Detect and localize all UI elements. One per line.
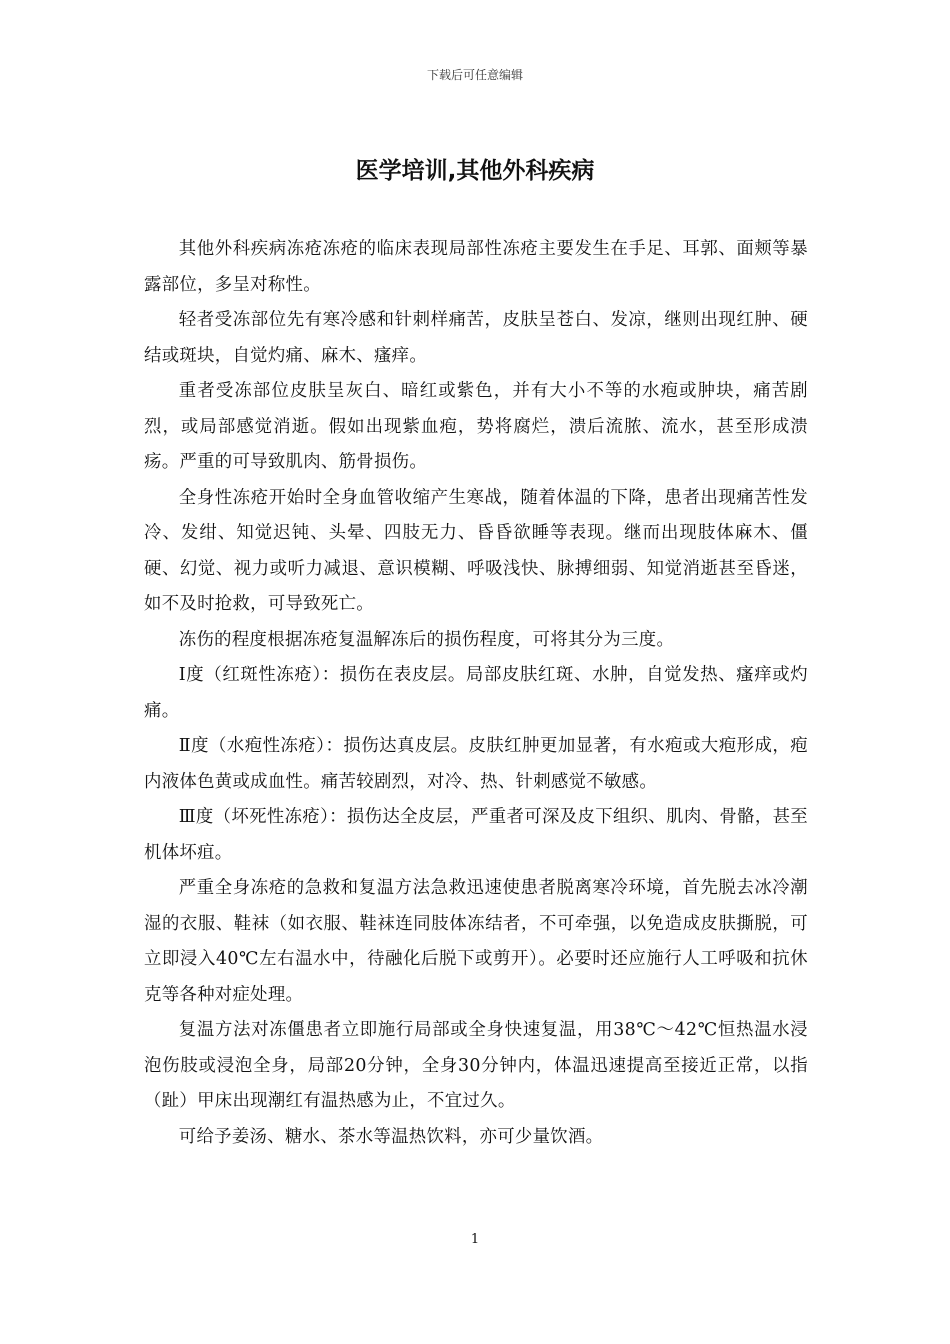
paragraph-degree-overview: 冻伤的程度根据冻疮复温解冻后的损伤程度，可将其分为三度。 <box>178 629 675 650</box>
paragraph-localized-frostbite: 其他外科疾病冻疮冻疮的临床表现局部性冻疮主要发生在手足、耳郭、面颊等暴露部位，多呈对称性。 <box>144 239 808 295</box>
paragraph-systemic-frostbite: 全身性冻疮开始时全身血管收缩产生寒战，随着体温的下降，患者出现痛苦性发冷、发绀、知觉迟钝、头晕、四肢无力、昏昏欲睡等表现。继而出现肢体麻木、僵硬、幻觉、视力或听力减退、意识模糊、呼吸浅快、脉搏细弱、知觉消逝甚至昏迷，如不及时抢救，可导致死亡。 <box>144 487 808 614</box>
paragraph-first-aid: 严重全身冻疮的急救和复温方法急救迅速使患者脱离寒冷环境，首先脱去冰冷潮湿的衣服、鞋袜（如衣服、鞋袜连同肢体冻结者，不可牵强，以免造成皮肤撕脱，可立即浸入40℃左右温水中，待融化后脱下或剪开）。必要时还应施行人工呼吸和抗休克等各种对症处理。 <box>144 878 808 1005</box>
paragraph-mild-symptoms: 轻者受冻部位先有寒冷感和针刺样痛苦，皮肤呈苍白、发凉，继则出现红肿、硬结或斑块，自觉灼痛、麻木、瘙痒。 <box>144 310 808 366</box>
paragraph-rewarming: 复温方法对冻僵患者立即施行局部或全身快速复温，用38℃～42℃恒热温水浸泡伤肢或浸泡全身，局部20分钟，全身30分钟内，体温迅速提高至接近正常，以指（趾）甲床出现潮红有温热感为止，不宜过久。 <box>144 1020 808 1111</box>
paragraph-degree-two: Ⅱ度（水疱性冻疮）：损伤达真皮层。皮肤红肿更加显著，有水疱或大疱形成，疱内液体色黄或成血性。痛苦较剧烈，对冷、热、针刺感觉不敏感。 <box>144 736 808 792</box>
paragraph-warm-drinks: 可给予姜汤、糖水、茶水等温热饮料，亦可少量饮酒。 <box>178 1126 604 1147</box>
paragraph-degree-one: Ⅰ度（红斑性冻疮）：损伤在表皮层。局部皮肤红斑、水肿，自觉发热、瘙痒或灼痛。 <box>144 665 808 721</box>
page-number: 1 <box>470 1232 480 1247</box>
header-note: 下载后可任意编辑 <box>426 68 523 82</box>
paragraph-degree-three: Ⅲ度（坏死性冻疮）：损伤达全皮层，严重者可深及皮下组织、肌肉、骨骼，甚至机体坏疽。 <box>144 807 808 863</box>
document-body <box>144 232 808 1155</box>
document-title: 医学培训,其他外科疾病 <box>355 158 595 184</box>
paragraph-severe-symptoms: 重者受冻部位皮肤呈灰白、暗红或紫色，并有大小不等的水疱或肿块，痛苦剧烈，或局部感觉消逝。假如出现紫血疱，势将腐烂，溃后流脓、流水，甚至形成溃疡。严重的可导致肌肉、筋骨损伤。 <box>144 381 808 472</box>
